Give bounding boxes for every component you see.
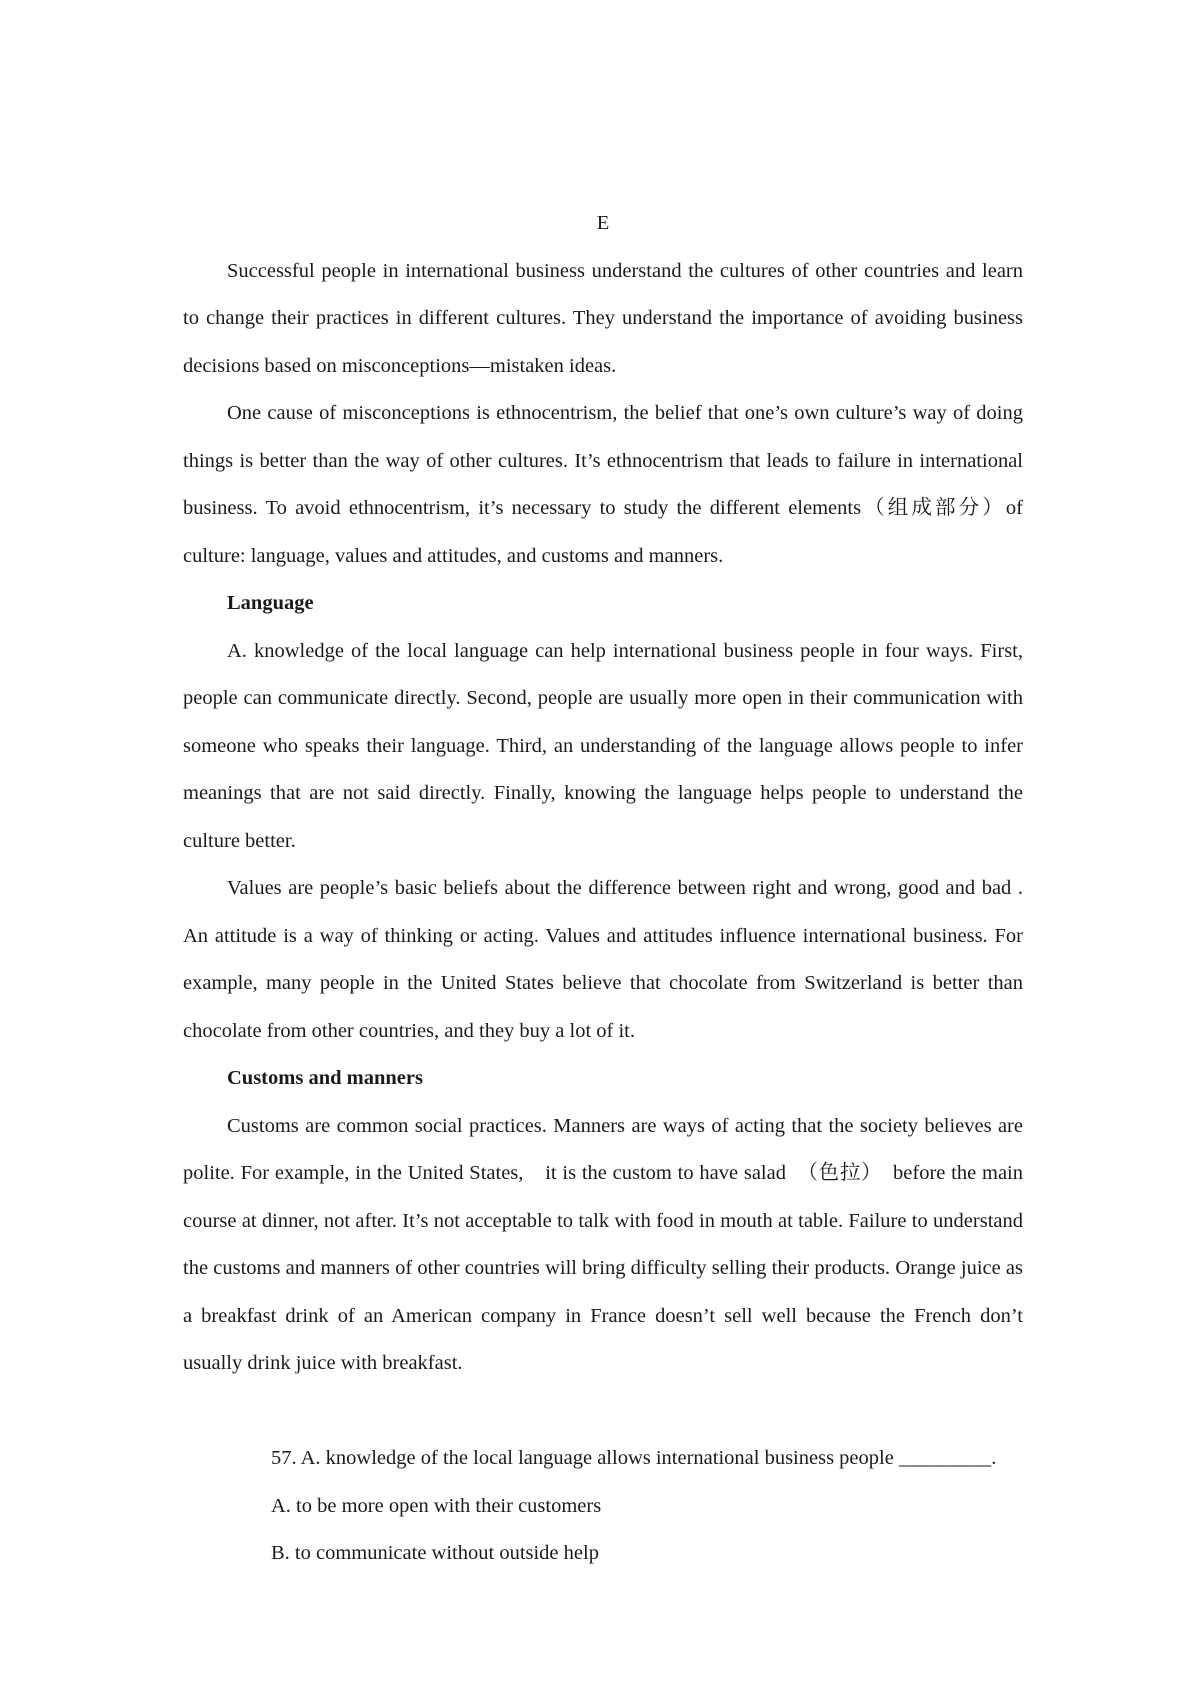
section-letter: E	[596, 212, 610, 234]
question-stem: 57. A. knowledge of the local language allows international business people _________.	[271, 1447, 997, 1469]
heading-language: Language	[227, 592, 314, 614]
paragraph-intro: Successful people in international business understand the cultures of other countries and learn to change their practices in different cultures. They understand the importance of avoiding business decisions based on misconceptions—mistaken ideas.	[183, 259, 1023, 377]
question-57	[183, 1435, 1023, 1578]
option-b: B. to communicate without outside help	[271, 1542, 599, 1564]
paragraph-customs: Customs are common social practices. Manners are ways of acting that the society believes are polite. For example, in the United States, it is the custom to have salad （色拉） before the main course at dinner, not after. It’s not acceptable to talk with food in mouth at table. Failure to understand the customs and manners of other countries will bring difficulty selling their products. Orange juice as a breakfast drink of an American company in France doesn’t sell well because the French don’t usually drink juice with breakfast.	[183, 1114, 1023, 1374]
paragraph-language: A. knowledge of the local language can help international business people in four ways. First, people can communicate directly. Second, people are usually more open in their communication with someone who speaks their language. Third, an understanding of the language allows people to infer meanings that are not said directly. Finally, knowing the language helps people to understand the culture better.	[183, 639, 1023, 852]
paragraph-values: Values are people’s basic beliefs about the difference between right and wrong, good and bad . An attitude is a way of thinking or acting. Values and attitudes influence international business. For example, many people in the United States believe that chocolate from Switzerland is better than chocolate from other countries, and they buy a lot of it.	[183, 877, 1023, 1042]
paragraph-ethnocentrism: One cause of misconceptions is ethnocentrism, the belief that one’s own culture’s way of doing things is better than the way of other cultures. It’s ethnocentrism that leads to failure in international business. To avoid ethnocentrism, it’s necessary to study the different elements（组成部分）of culture: language, values and attitudes, and customs and manners.	[183, 402, 1023, 567]
option-a: A. to be more open with their customers	[271, 1494, 602, 1517]
spacer	[183, 1388, 1023, 1436]
document-page	[183, 200, 1023, 1578]
heading-customs: Customs and manners	[227, 1067, 423, 1089]
